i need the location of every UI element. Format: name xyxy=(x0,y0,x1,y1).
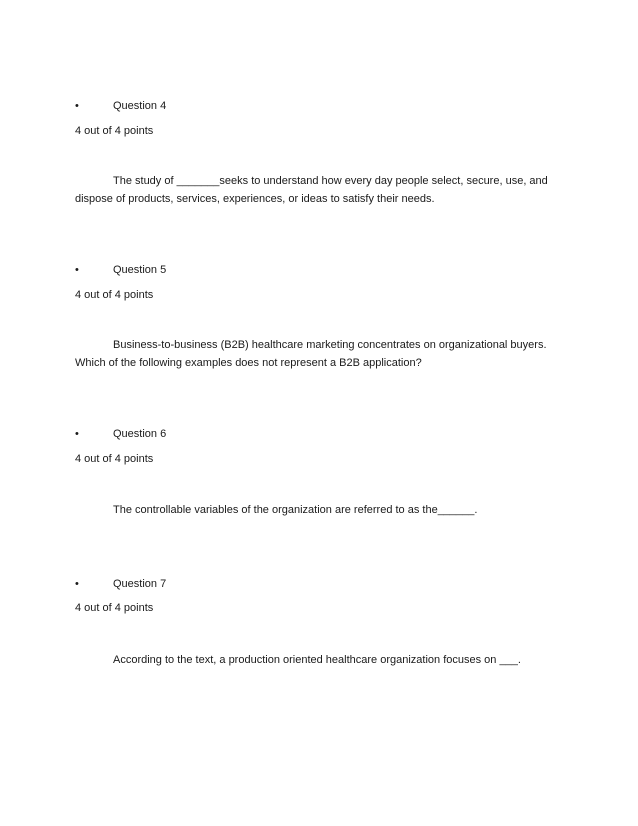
question-bullet: • xyxy=(75,578,79,590)
question-points: 4 out of 4 points xyxy=(75,289,154,301)
question-title: Question 4 xyxy=(113,100,167,112)
question-text: Business-to-business (B2B) healthcare marketing concentrates on organizational buyers. Which of the following examples does not represent a B2B application? xyxy=(75,339,547,369)
question-bullet: • xyxy=(75,264,79,276)
question-title: Question 6 xyxy=(113,428,167,440)
question-title: Question 5 xyxy=(113,264,167,276)
question-text: The study of _______seeks to understand how every day people select, secure, use, and dispose of products, services, experiences, or ideas to satisfy their needs. xyxy=(75,175,548,205)
question-points: 4 out of 4 points xyxy=(75,125,154,137)
question-title: Question 7 xyxy=(113,578,167,590)
question-text: According to the text, a production oriented healthcare organization focuses on ___. xyxy=(113,654,521,666)
question-points: 4 out of 4 points xyxy=(75,453,154,465)
question-points: 4 out of 4 points xyxy=(75,602,154,614)
question-bullet: • xyxy=(75,100,79,112)
question-bullet: • xyxy=(75,428,79,440)
question-text: The controllable variables of the organization are referred to as the______. xyxy=(113,504,478,516)
